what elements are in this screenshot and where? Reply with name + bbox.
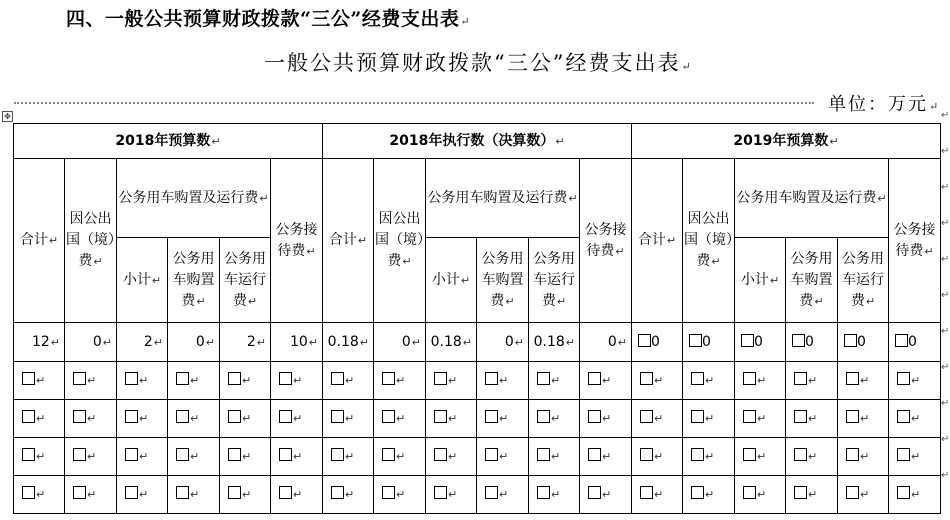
empty-cell[interactable]: ↵ [426,476,477,514]
col-header-total: 合计↵ [323,159,374,323]
value-cell[interactable]: 0.18↵ [426,323,477,362]
value-cell[interactable]: 0↵ [374,323,426,362]
empty-cell[interactable]: ↵ [529,400,580,438]
placeholder-box-icon [743,372,756,385]
placeholder-box-icon [382,448,395,461]
placeholder-box-icon [897,410,910,423]
empty-cell[interactable]: ↵ [220,476,271,514]
placeholder-box-icon [434,410,447,423]
empty-cell[interactable]: ↵ [14,362,65,400]
empty-cell[interactable]: ↵ [889,400,941,438]
empty-cell[interactable]: ↵ [786,400,838,438]
expense-table [13,123,941,514]
col-header-reception: 公务接待费↵ [271,159,323,323]
placeholder-box-icon [73,448,86,461]
placeholder-box-icon [331,372,344,385]
col-header-car-purchase: 公务用车购置费↵ [168,238,220,323]
col-header-car-operation: 公务用车运行费↵ [838,238,889,323]
empty-cell[interactable]: ↵ [529,476,580,514]
placeholder-box-icon [228,486,241,499]
value-cell[interactable]: 0 [683,323,735,362]
placeholder-box-icon [125,448,138,461]
empty-cell[interactable]: ↵ [271,362,323,400]
empty-cell[interactable]: ↵ [65,438,117,476]
placeholder-box-icon [331,410,344,423]
placeholder-box-icon [125,410,138,423]
placeholder-box-icon [228,372,241,385]
empty-cell[interactable]: ↵ [786,476,838,514]
empty-cell[interactable]: ↵ [529,362,580,400]
placeholder-box-icon [73,486,86,499]
empty-cell[interactable]: ↵ [632,400,683,438]
empty-cell[interactable]: ↵ [529,438,580,476]
empty-cell[interactable]: ↵ [889,476,941,514]
empty-cell[interactable]: ↵ [683,400,735,438]
placeholder-box-icon [73,410,86,423]
placeholder-box-icon [22,486,35,499]
empty-cell[interactable]: ↵ [838,362,889,400]
empty-cell[interactable]: ↵ [271,400,323,438]
value-cell[interactable]: 0↵ [168,323,220,362]
col-header-car-purchase: 公务用车购置费↵ [477,238,529,323]
empty-cell[interactable]: ↵ [168,476,220,514]
empty-cell[interactable]: ↵ [168,400,220,438]
empty-cell[interactable]: ↵ [14,476,65,514]
placeholder-box-icon [640,410,653,423]
empty-cell[interactable]: ↵ [65,362,117,400]
value-cell[interactable]: 12↵ [14,323,65,362]
placeholder-box-icon [434,372,447,385]
placeholder-box-icon [176,372,189,385]
col-header-abroad: 因公出国（境）费↵ [65,159,117,323]
placeholder-box-icon [382,372,395,385]
placeholder-box-icon [22,372,35,385]
placeholder-box-icon [743,448,756,461]
placeholder-box-icon [588,448,601,461]
placeholder-box-icon [176,448,189,461]
empty-cell[interactable]: ↵ [271,438,323,476]
placeholder-box-icon [640,486,653,499]
placeholder-box-icon [176,410,189,423]
empty-cell[interactable]: ↵ [580,476,632,514]
empty-cell[interactable]: ↵ [838,476,889,514]
placeholder-box-icon [434,448,447,461]
placeholder-box-icon [228,410,241,423]
empty-cell[interactable]: ↵ [683,438,735,476]
value-cell[interactable]: 0 [632,323,683,362]
value-cell[interactable]: 0 [838,323,889,362]
empty-cell[interactable]: ↵ [323,400,374,438]
col-header-subtotal: 小计↵ [117,238,168,323]
unit-label: 单位：万元↵ [828,94,941,115]
col-header-car-group: 公务用车购置及运行费↵ [735,159,889,238]
empty-cell[interactable]: ↵ [220,362,271,400]
row-end-marks: ↵ ↵ ↵ ↵ ↵ ↵ ↵ ↵ ↵ ↵ ↵ [941,110,950,481]
table-row [14,476,941,514]
value-cell[interactable]: 2↵ [220,323,271,362]
empty-cell[interactable]: ↵ [735,400,786,438]
placeholder-box-icon [691,410,704,423]
placeholder-box-icon [897,486,910,499]
empty-cell[interactable]: ↵ [117,438,168,476]
empty-cell[interactable]: ↵ [168,362,220,400]
placeholder-box-icon [743,410,756,423]
empty-cell[interactable]: ↵ [426,362,477,400]
col-header-reception: 公务接待费↵ [580,159,632,323]
placeholder-box-icon [434,486,447,499]
empty-cell[interactable]: ↵ [168,438,220,476]
empty-cell[interactable]: ↵ [632,362,683,400]
value-cell[interactable]: 0↵ [65,323,117,362]
placeholder-box-icon [588,372,601,385]
placeholder-box-icon [846,410,859,423]
empty-cell[interactable]: ↵ [374,400,426,438]
placeholder-box-icon [537,486,550,499]
empty-cell[interactable]: ↵ [426,438,477,476]
placeholder-box-icon [279,372,292,385]
dotted-leader-line [14,102,814,104]
value-cell[interactable]: 0.18↵ [529,323,580,362]
placeholder-box-icon [382,486,395,499]
value-cell[interactable]: 10↵ [271,323,323,362]
placeholder-box-icon [794,372,807,385]
table-row [14,438,941,476]
placeholder-box-icon [741,334,754,347]
empty-cell[interactable]: ↵ [117,476,168,514]
placeholder-box-icon [846,448,859,461]
col-header-total: 合计↵ [14,159,65,323]
placeholder-box-icon [331,448,344,461]
table-title: 一般公共预算财政拨款“三公”经费支出表↵ [264,51,693,75]
group-header-actual_2018: 2018年执行数（决算数）↵ [323,124,632,159]
placeholder-box-icon [640,448,653,461]
empty-cell[interactable]: ↵ [323,476,374,514]
table-move-handle-icon[interactable]: ✥ [2,111,13,122]
placeholder-box-icon [485,372,498,385]
empty-cell[interactable]: ↵ [889,362,941,400]
placeholder-box-icon [743,486,756,499]
empty-cell[interactable]: ↵ [117,400,168,438]
col-header-total: 合计↵ [632,159,683,323]
placeholder-box-icon [794,486,807,499]
empty-cell[interactable]: ↵ [580,438,632,476]
placeholder-box-icon [279,410,292,423]
placeholder-box-icon [279,486,292,499]
col-header-car-operation: 公务用车运行费↵ [220,238,271,323]
placeholder-box-icon [485,486,498,499]
placeholder-box-icon [485,448,498,461]
placeholder-box-icon [485,410,498,423]
placeholder-box-icon [897,448,910,461]
empty-cell[interactable]: ↵ [580,362,632,400]
group-header-budget_2019: 2019年预算数↵ [632,124,941,159]
placeholder-box-icon [794,410,807,423]
value-cell[interactable]: 0↵ [580,323,632,362]
value-cell[interactable]: 0 [735,323,786,362]
placeholder-box-icon [537,448,550,461]
placeholder-box-icon [588,486,601,499]
empty-cell[interactable]: ↵ [374,362,426,400]
placeholder-box-icon [691,486,704,499]
empty-cell[interactable]: ↵ [683,476,735,514]
placeholder-box-icon [846,486,859,499]
placeholder-box-icon [331,486,344,499]
empty-cell[interactable]: ↵ [117,362,168,400]
placeholder-box-icon [691,372,704,385]
col-header-subtotal: 小计↵ [735,238,786,323]
placeholder-box-icon [125,372,138,385]
empty-cell[interactable]: ↵ [426,400,477,438]
empty-cell[interactable]: ↵ [14,400,65,438]
value-cell[interactable]: 0.18↵ [323,323,374,362]
empty-cell[interactable]: ↵ [735,362,786,400]
value-cell[interactable]: 0↵ [477,323,529,362]
placeholder-box-icon [895,334,908,347]
empty-cell[interactable]: ↵ [838,400,889,438]
placeholder-box-icon [382,410,395,423]
empty-cell[interactable]: ↵ [632,476,683,514]
section-heading: 四、一般公共预算财政拨款“三公”经费支出表↵ [66,8,471,30]
col-header-abroad: 因公出国（境）费↵ [374,159,426,323]
placeholder-box-icon [22,448,35,461]
empty-cell[interactable]: ↵ [683,362,735,400]
empty-cell[interactable]: ↵ [477,362,529,400]
col-header-car-group: 公务用车购置及运行费↵ [426,159,580,238]
placeholder-box-icon [176,486,189,499]
empty-cell[interactable]: ↵ [323,362,374,400]
group-header-budget_2018: 2018年预算数↵ [14,124,323,159]
value-cell[interactable]: 2↵ [117,323,168,362]
placeholder-box-icon [844,334,857,347]
empty-cell[interactable]: ↵ [735,438,786,476]
placeholder-box-icon [125,486,138,499]
col-header-car-purchase: 公务用车购置费↵ [786,238,838,323]
placeholder-box-icon [73,372,86,385]
col-header-reception: 公务接待费↵ [889,159,941,323]
empty-cell[interactable]: ↵ [271,476,323,514]
placeholder-box-icon [228,448,241,461]
empty-cell[interactable]: ↵ [889,438,941,476]
table-row [14,400,941,438]
empty-cell[interactable]: ↵ [477,476,529,514]
placeholder-box-icon [691,448,704,461]
placeholder-box-icon [846,372,859,385]
empty-cell[interactable]: ↵ [786,438,838,476]
empty-cell[interactable]: ↵ [374,438,426,476]
empty-cell[interactable]: ↵ [786,362,838,400]
value-cell[interactable]: 0 [889,323,941,362]
empty-cell[interactable]: ↵ [65,400,117,438]
placeholder-box-icon [22,410,35,423]
placeholder-box-icon [588,410,601,423]
placeholder-box-icon [640,372,653,385]
empty-cell[interactable]: ↵ [632,438,683,476]
empty-cell[interactable]: ↵ [838,438,889,476]
empty-cell[interactable]: ↵ [65,476,117,514]
empty-cell[interactable]: ↵ [14,438,65,476]
empty-cell[interactable]: ↵ [477,400,529,438]
placeholder-box-icon [689,334,702,347]
empty-cell[interactable]: ↵ [374,476,426,514]
placeholder-box-icon [638,334,651,347]
empty-cell[interactable]: ↵ [580,400,632,438]
empty-cell[interactable]: ↵ [220,438,271,476]
empty-cell[interactable]: ↵ [735,476,786,514]
placeholder-box-icon [897,372,910,385]
empty-cell[interactable]: ↵ [323,438,374,476]
placeholder-box-icon [792,334,805,347]
col-header-car-operation: 公务用车运行费↵ [529,238,580,323]
empty-cell[interactable]: ↵ [477,438,529,476]
value-cell[interactable]: 0 [786,323,838,362]
col-header-car-group: 公务用车购置及运行费↵ [117,159,271,238]
col-header-subtotal: 小计↵ [426,238,477,323]
table-row [14,362,941,400]
placeholder-box-icon [794,448,807,461]
placeholder-box-icon [537,410,550,423]
col-header-abroad: 因公出国（境）费↵ [683,159,735,323]
placeholder-box-icon [279,448,292,461]
empty-cell[interactable]: ↵ [220,400,271,438]
placeholder-box-icon [537,372,550,385]
